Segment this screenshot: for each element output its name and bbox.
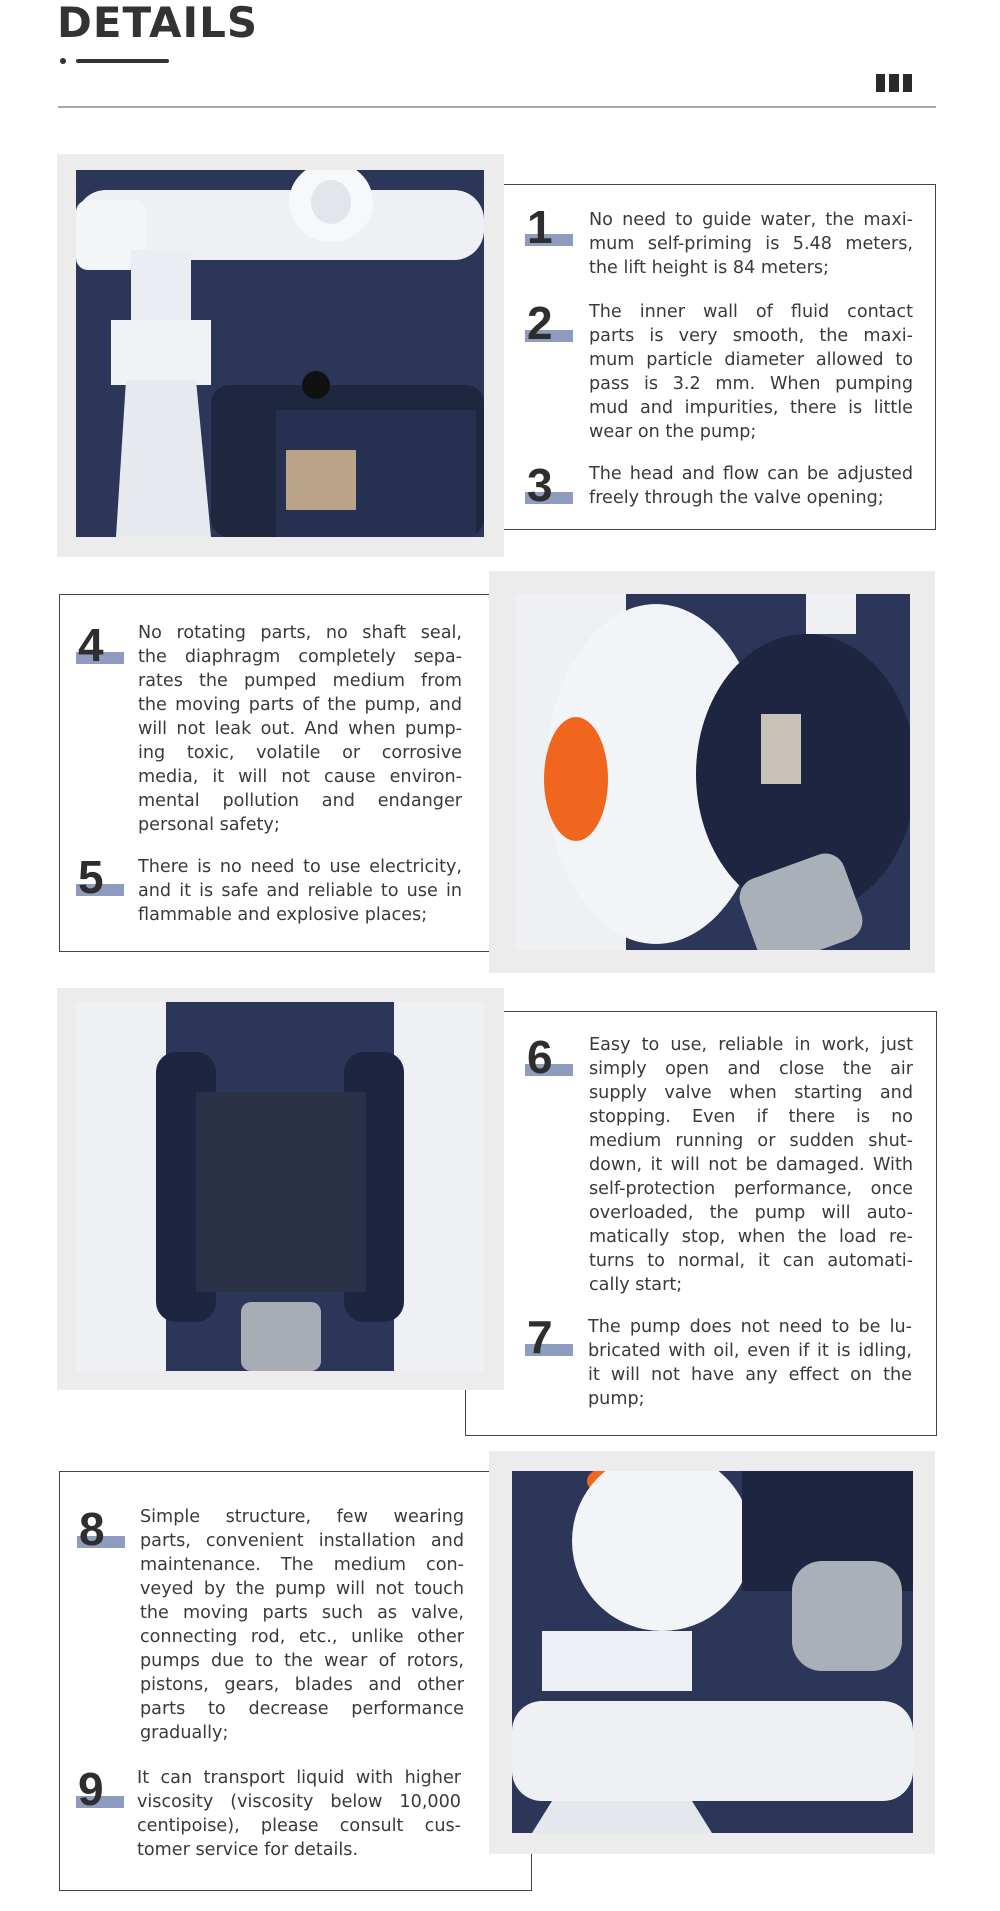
text-line: mum self-priming is 5.48 meters, — [589, 234, 913, 254]
text-line: it will not have any effect on the — [588, 1365, 912, 1385]
text-line: mum particle diameter allowed to — [589, 350, 913, 370]
text-line: parts to decrease performance — [140, 1699, 464, 1719]
text-line: maintenance. The medium con- — [140, 1555, 464, 1575]
text-line: The head and flow can be adjusted — [589, 464, 913, 484]
text-line: freely through the valve opening; — [589, 488, 884, 508]
text-line: No need to guide water, the maxi- — [589, 210, 913, 230]
text-line: gradually; — [140, 1723, 229, 1743]
text-line: It can transport liquid with higher — [137, 1768, 461, 1788]
text-line: pass is 3.2 mm. When pumping — [589, 374, 913, 394]
text-line: and it is safe and reliable to use in — [138, 881, 462, 901]
title-underline-dot — [60, 58, 66, 64]
text-line: flammable and explosive places; — [138, 905, 428, 925]
text-line: Easy to use, reliable in work, just — [589, 1035, 913, 1055]
text-line: turns to normal, it can automati- — [589, 1251, 913, 1271]
text-line: parts, convenient installation and — [140, 1531, 464, 1551]
three-bars-icon — [876, 74, 912, 92]
text-line: The pump does not need to be lu- — [588, 1317, 912, 1337]
text-line: stopping. Even if there is no — [589, 1107, 913, 1127]
text-line: the moving parts such as valve, — [140, 1603, 464, 1623]
text-line: centipoise), please consult cus- — [137, 1816, 461, 1836]
feature-number-7: 7 — [525, 1320, 575, 1370]
feature-number-9: 9 — [76, 1772, 126, 1822]
feature-number-8: 8 — [77, 1512, 127, 1562]
pump-photo-front — [76, 1002, 484, 1371]
text-line: overloaded, the pump will auto- — [589, 1203, 913, 1223]
feature-number-1: 1 — [525, 210, 575, 260]
text-line: mud and impurities, there is little — [589, 398, 913, 418]
text-line: parts is very smooth, the maxi- — [589, 326, 913, 346]
text-line: mental pollution and endanger — [138, 791, 462, 811]
text-line: supply valve when starting and — [589, 1083, 913, 1103]
text-line: The inner wall of fluid contact — [589, 302, 913, 322]
text-line: connecting rod, etc., unlike other — [140, 1627, 464, 1647]
feature-text-2 — [589, 300, 913, 444]
feature-number-3: 3 — [525, 468, 575, 518]
text-line: tomer service for details. — [137, 1840, 359, 1860]
feature-text-8 — [140, 1505, 464, 1745]
text-line: personal safety; — [138, 815, 280, 835]
text-line: medium running or sudden shut- — [589, 1131, 913, 1151]
text-line: There is no need to use electricity, — [138, 857, 462, 877]
text-line: the diaphragm completely sepa- — [138, 647, 462, 667]
feature-text-9 — [137, 1766, 461, 1862]
feature-text-6 — [589, 1033, 913, 1297]
text-line: No rotating parts, no shaft seal, — [138, 623, 462, 643]
text-line: matically stop, when the load re- — [589, 1227, 913, 1247]
text-line: veyed by the pump will not touch — [140, 1579, 464, 1599]
text-line: Simple structure, few wearing — [140, 1507, 464, 1527]
text-line: the moving parts of the pump, and — [138, 695, 462, 715]
feature-text-3 — [589, 462, 913, 510]
pump-photo-logo-side — [516, 594, 910, 950]
text-line: down, it will not be damaged. With — [589, 1155, 913, 1175]
text-line: cally start; — [589, 1275, 683, 1295]
text-line: viscosity (viscosity below 10,000 — [137, 1792, 461, 1812]
text-line: pistons, gears, blades and other — [140, 1675, 464, 1695]
text-line: bricated with oil, even if it is idling, — [588, 1341, 912, 1361]
text-line: pump; — [588, 1389, 645, 1409]
pump-photo-base — [512, 1471, 913, 1833]
feature-text-4 — [138, 621, 462, 837]
text-line: rates the pumped medium from — [138, 671, 462, 691]
title-underline-bar — [76, 59, 169, 63]
feature-text-5 — [138, 855, 462, 927]
text-line: media, it will not cause environ- — [138, 767, 462, 787]
text-line: self-protection performance, once — [589, 1179, 913, 1199]
feature-number-6: 6 — [525, 1040, 575, 1090]
feature-text-7 — [588, 1315, 912, 1411]
feature-text-1 — [589, 208, 913, 280]
text-line: simply open and close the air — [589, 1059, 913, 1079]
feature-number-2: 2 — [525, 306, 575, 356]
header-divider — [58, 106, 936, 108]
text-line: the lift height is 84 meters; — [589, 258, 829, 278]
page-title: DETAILS — [57, 0, 259, 47]
text-line: pumps due to the wear of rotors, — [140, 1651, 464, 1671]
feature-number-4: 4 — [76, 628, 126, 678]
text-line: wear on the pump; — [589, 422, 757, 442]
text-line: ing toxic, volatile or corrosive — [138, 743, 462, 763]
text-line: will not leak out. And when pump- — [138, 719, 462, 739]
feature-number-5: 5 — [76, 860, 126, 910]
pump-photo-top-pipe — [76, 170, 484, 537]
